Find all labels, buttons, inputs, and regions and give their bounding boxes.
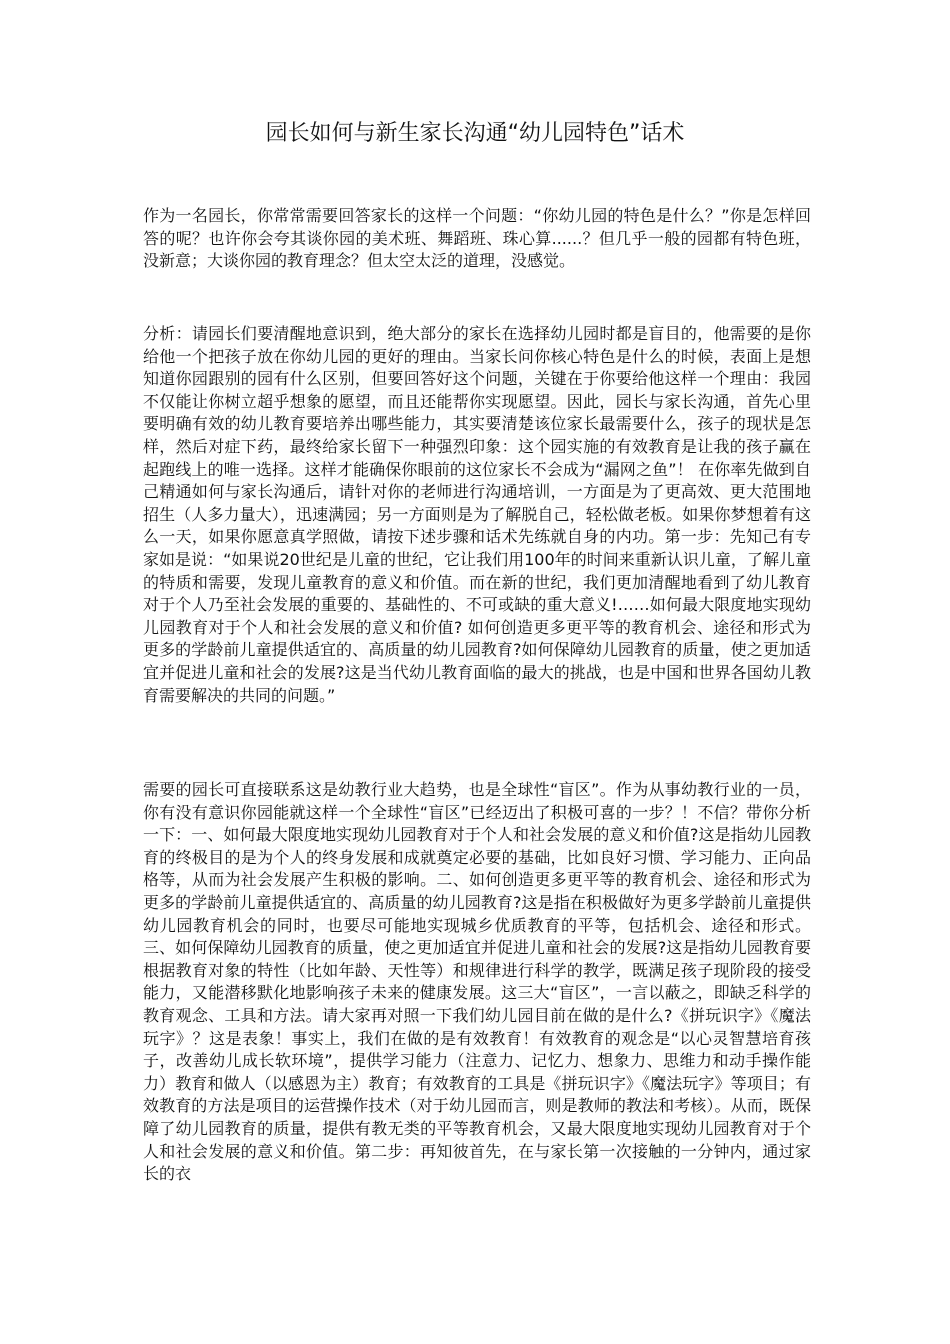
document-title: 园长如何与新生家长沟通“幼儿园特色”话术 (265, 121, 685, 146)
analysis-paragraph: 分析：请园长们要清醒地意识到，绝大部分的家长在选择幼儿园时都是盲目的，他需要的是你给他一个把孩子放在你幼儿园的更好的理由。当家长问你核心特色是什么的时候，表面上是想知道你园跟别的园有什么区别，但要回答好这个问题，关键在于你要给他这样一个理由：我园不仅能让你树立超乎想象的愿望，而且还能帮你实现愿望。因此，园长与家长沟通，首先心里要明确有效的幼儿教育要培养出哪些能力，其实要清楚该位家长最需要什么，孩子的现状是怎样，然后对症下药，最终给家长留下一种强烈印象：这个园实施的有效教育是让我的孩子赢在起跑线上的唯一选择。这样才能确保你眼前的这位家长不会成为“漏网之鱼”！ 在你率先做到自己精通如何与家长沟通后，请针对你的老师进行沟通培训，一方面是为了更高效、更大范围地招生（人多力量大），迅速满园；另一方面则是为了解脱自己，轻松做老板。如果你梦想着有这么一天，如果你愿意真学照做，请按下述步骤和话术先练就自身的内功。第一步：先知己有专家如是说：“如果说20世纪是儿童的世纪，它让我们用100年的时间来重新认识儿童，了解儿童的特质和需要，发现儿童教育的意义和价值。而在新的世纪，我们更加清醒地看到了幼儿教育对于个人乃至社会发展的重要的、基础性的、不可或缺的重大意义!……如何最大限度地实现幼儿园教育对于个人和社会发展的意义和价值? 如何创造更多更平等的教育机会、途径和形式为更多的学龄前儿童提供适宜的、高质量的幼儿园教育?如何保障幼儿园教育的质量，使之更加适宜并促进儿童和社会的发展?这是当代幼儿教育面临的最大的挑战，也是中国和世界各国幼儿教育需要解决的共同的问题。” (143, 324, 811, 705)
trend-paragraph: 需要的园长可直接联系这是幼教行业大趋势，也是全球性“盲区”。作为从事幼教行业的一员，你有没有意识你园能就这样一个全球性“盲区”已经迈出了积极可喜的一步？！不信？带你分析一下：一、如何最大限度地实现幼儿园教育对于个人和社会发展的意义和价值?这是指幼儿园教育的终极目的是为个人的终身发展和成就奠定必要的基础，比如良好习惯、学习能力、正向品格等，从而为社会发展产生积极的影响。二、如何创造更多更平等的教育机会、途径和形式为更多的学龄前儿童提供适宜的、高质量的幼儿园教育?这是指在积极做好为更多学龄前儿童提供幼儿园教育机会的同时，也要尽可能地实现城乡优质教育的平等，包括机会、途径和形式。三、如何保障幼儿园教育的质量，使之更加适宜并促进儿童和社会的发展?这是指幼儿园教育要根据教育对象的特性（比如年龄、天性等）和规律进行科学的教学，既满足孩子现阶段的接受能力，又能潜移默化地影响孩子未来的健康发展。这三大“盲区”，一言以蔽之，即缺乏科学的教育观念、工具和方法。请大家再对照一下我们幼儿园目前在做的是什么?《拼玩识字》《魔法玩字》？这是表象！事实上，我们在做的是有效教育！有效教育的观念是“以心灵智慧培育孩子，改善幼儿成长软环境”，提供学习能力（注意力、记忆力、想象力、思维力和动手操作能力）教育和做人（以感恩为主）教育；有效教育的工具是《拼玩识字》《魔法玩字》等项目；有效教育的方法是项目的运营操作技术（对于幼儿园而言，则是教师的教法和考核）。从而，既保障了幼儿园教育的质量，提供有教无类的平等教育机会，又最大限度地实现幼儿园教育对于个人和社会发展的意义和价值。第二步：再知彼首先，在与家长第一次接触的一分钟内，通过家长的衣 (143, 780, 811, 1184)
intro-paragraph: 作为一名园长，你常常需要回答家长的这样一个问题：“你幼儿园的特色是什么？”你是怎样回答的呢？也许你会夸其谈你园的美术班、舞蹈班、珠心算......？但几乎一般的园都有特色班，没新意；大谈你园的教育理念？但太空太泛的道理，没感觉。 (143, 206, 811, 271)
